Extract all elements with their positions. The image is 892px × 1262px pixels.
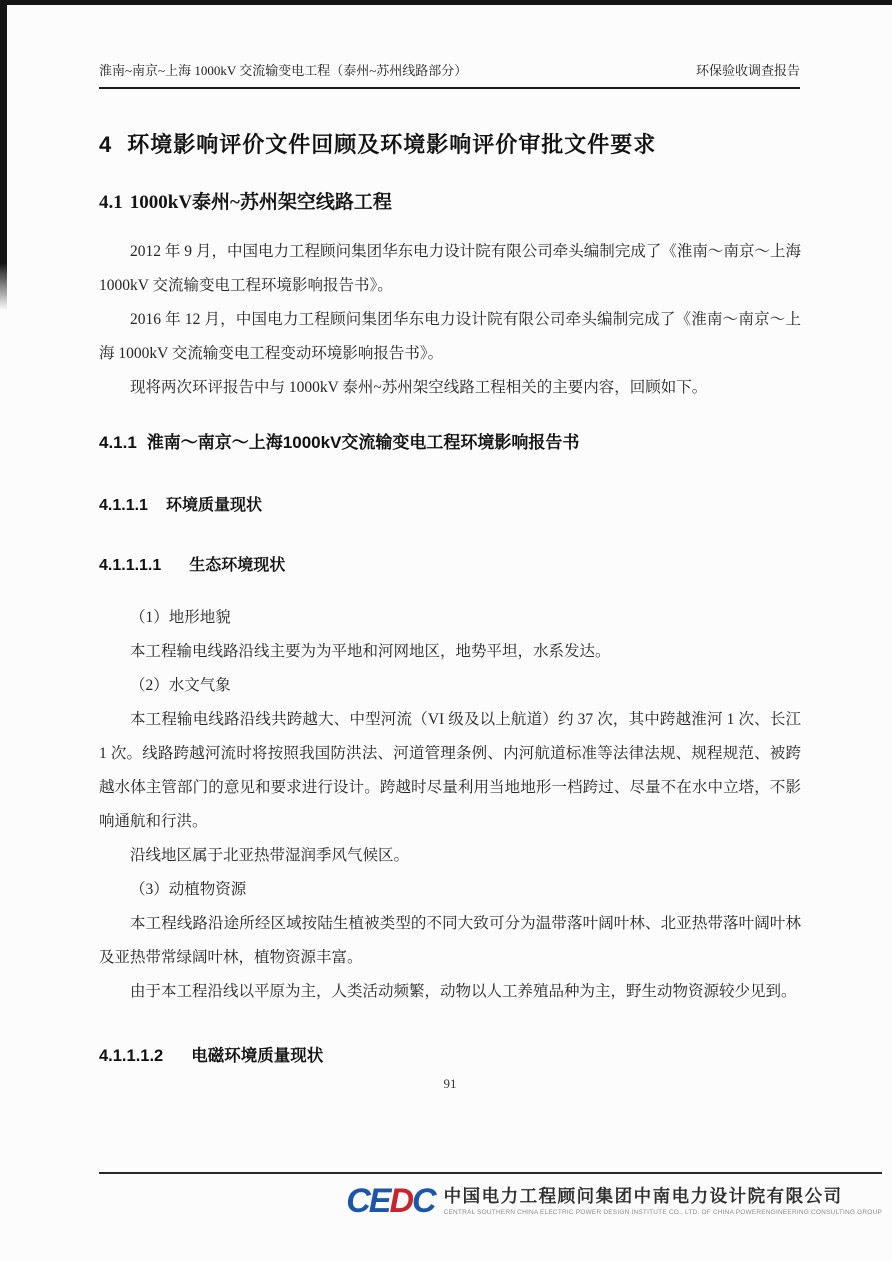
logo-letter: D <box>389 1182 413 1220</box>
section-heading-4-1-1-1 <box>99 494 801 518</box>
section-title: 生态环境现状 <box>189 557 286 574</box>
section-heading-4-1 <box>99 190 801 216</box>
paragraph-report-2016: 2016 年 12 月，中国电力工程顾问集团华东电力设计院有限公司牵头编制完成了《淮南～南京～上海 1000kV 交流输变电工程变动环境影响报告书》。 <box>99 311 801 362</box>
section-title: 电磁环境质量现状 <box>191 1047 324 1065</box>
paragraph-flora: 本工程线路沿途所经区域按陆生植被类型的不同大致可分为温带落叶阔叶林、北亚热带落叶阔叶林及亚热带常绿阔叶林，植物资源丰富。 <box>99 915 801 966</box>
chapter-number: 4 <box>99 132 112 157</box>
ecology-status-paragraphs <box>99 601 801 1009</box>
chapter-heading <box>99 130 801 160</box>
section-number: 4.1.1.1.1 <box>99 557 162 574</box>
list-item-label-hydrology: （2）水文气象 <box>130 677 231 694</box>
logo-letter: C <box>346 1182 369 1220</box>
header-project-title: 淮南~南京~上海 1000kV 交流输变电工程（泰州~苏州线路部分） <box>99 63 468 78</box>
header-report-title: 环保验收调查报告 <box>695 63 800 78</box>
section-number: 4.1 <box>99 192 123 213</box>
paragraph-terrain: 本工程输电线路沿线主要为为平地和河网地区，地势平坦，水系发达。 <box>130 643 611 660</box>
paragraph-fauna: 由于本工程沿线以平原为主，人类活动频繁，动物以人工养殖品种为主，野生动物资源较少见到。 <box>130 983 797 1000</box>
list-item-label-terrain: （1）地形地貌 <box>130 609 231 626</box>
list-item-label-flora-fauna: （3）动植物资源 <box>130 881 247 898</box>
chapter-title: 环境影响评价文件回顾及环境影响评价审批文件要求 <box>127 132 657 157</box>
page-number: 91 <box>443 1076 457 1091</box>
scan-artifact-top-edge <box>0 0 892 5</box>
section-title: 淮南～南京～上海1000kV交流输变电工程环境影响报告书 <box>146 433 580 452</box>
paragraph-review-note: 现将两次环评报告中与 1000kV 泰州~苏州架空线路工程相关的主要内容，回顾如下。 <box>130 379 708 396</box>
page-footer <box>99 1172 882 1219</box>
footer-logo-row <box>99 1174 882 1219</box>
logo-letter: C <box>412 1182 435 1220</box>
paragraph-report-2012: 2012 年 9 月，中国电力工程顾问集团华东电力设计院有限公司牵头编制完成了《淮南～南京～上海 1000kV 交流输变电工程环境影响报告书》。 <box>99 243 801 294</box>
logo-letter: E <box>368 1182 390 1220</box>
section-heading-4-1-1-1-1 <box>99 554 801 578</box>
company-name: 中国电力工程顾问集团中南电力设计院有限公司 <box>443 1186 843 1206</box>
document-body <box>99 95 801 1092</box>
section-number: 4.1.1.1.2 <box>99 1047 164 1065</box>
section-number: 4.1.1 <box>99 433 137 452</box>
scan-artifact-left-edge <box>0 0 7 310</box>
running-header <box>99 62 800 89</box>
company-name-en: CENTRAL SOUTHERN CHINA ELECTRIC POWER DESIGN INSTITUTE CO., LTD. OF CHINA POWERENGINEERING CONSULTING GROUP <box>443 1209 882 1216</box>
section-number: 4.1.1.1 <box>99 497 148 514</box>
section-title: 1000kV泰州~苏州架空线路工程 <box>129 192 392 213</box>
cedc-logo-icon <box>346 1183 434 1219</box>
intro-paragraphs <box>99 235 801 405</box>
section-title: 环境质量现状 <box>165 497 262 514</box>
paragraph-hydrology: 本工程输电线路沿线共跨越大、中型河流（VI 级及以上航道）约 37 次，其中跨越淮河 1 次、长江 1 次。线路跨越河流时将按照我国防洪法、河道管理条例、内河航道标准等法律法规、规程规范、被跨越水体主管部门的意见和要求进行设计。跨越时尽量利用当地地形一档跨过、尽量不在水中立塔，不影响通航和行洪。 <box>99 711 801 830</box>
company-block <box>444 1186 882 1216</box>
paragraph-climate: 沿线地区属于北亚热带湿润季风气候区。 <box>130 847 410 864</box>
section-heading-4-1-1 <box>99 430 801 456</box>
section-heading-4-1-1-1-2 <box>99 1044 801 1068</box>
